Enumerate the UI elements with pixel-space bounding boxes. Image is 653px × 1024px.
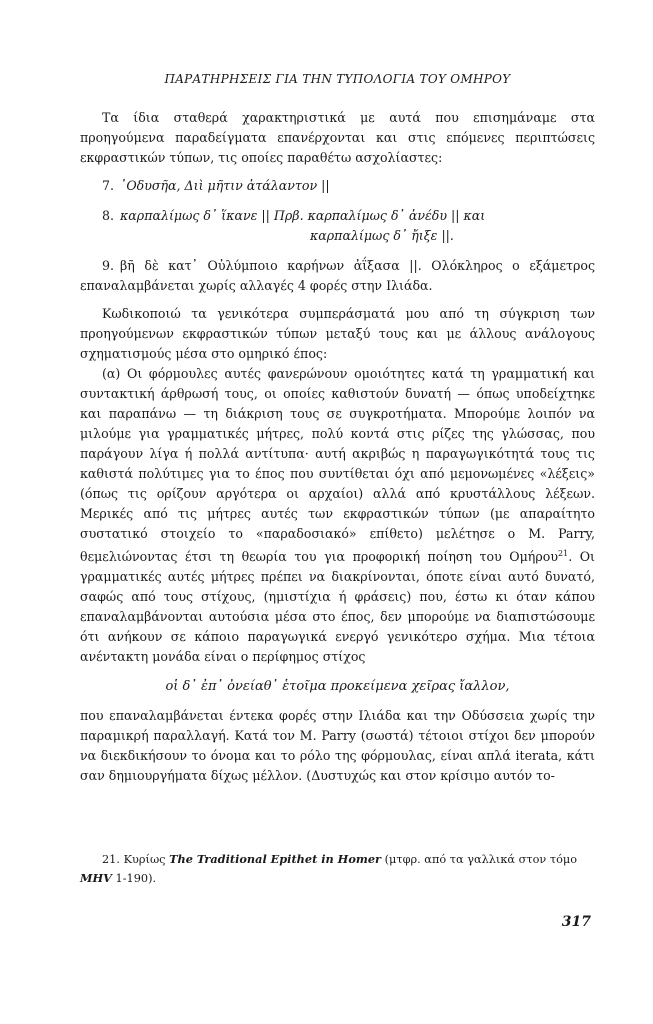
footnote-pre: Κυρίως <box>123 853 166 866</box>
page-number: 317 <box>561 914 591 930</box>
example-8-continuation: καρπαλίμως δ᾽ ἤιξε ||. <box>310 228 454 243</box>
quoted-verse: οἱ δ᾽ ἐπ᾽ ὀνείαθ᾽ ἑτοῖμα προκείμενα χεῖρας ἴαλλον, <box>165 679 510 695</box>
intro-paragraph: Τα ίδια σταθερά χαρακτηριστικά με αυτά που επισημάναμε στα προηγούμενα παραδείγματα επανέρχονται και στις επόμενες περιπτώσεις εκφραστικών τύπων, τις οποίες παραθέτω ασχολίαστες: <box>80 110 595 165</box>
footnote-volume: MHV <box>80 871 112 885</box>
paragraph-3b: . Οι γραμματικές αυτές μήτρες πρέπει να διακρίνονται, όποτε είναι αυτό δυνατό, σαφώς από τους στίχους, (ημιστίχια ή φράσεις) που, έστω κι όταν κάπου επαναλαμβάνονται αυτούσια μέσα στο έπος, δεν μπορούμε να διαπιστώσουμε ότι ανήκουν σε κάποιο παραγωγικά ενεργό γενικότερο σχήμα. Μια τέτοια ανέντακτη μονάδα είναι ο περίφημος στίχος <box>80 549 595 665</box>
paragraph-3a: (α) Οι φόρμουλες αυτές φανερώνουν ομοιότητες κατά τη γραμματική και συντακτική άρθρωσή τους, οι οποίες καθιστούν δυνατή — όπως υποδείχτηκε και παραπάνω — τη διάκριση τους σε συγκροτήματα. Μπορούμε λοιπόν να μιλούμε για γραμματικές μήτρες, πολύ κοντά στις ρίζες της γλώσσας, που παράγουν λίγα ή πολλά αντίτυπα· αυτή ακριβώς η παραγωγικότητά τους τις καθιστά πολύτιμες για το έπος που συντίθεται όχι από μεμονωμένες «λέξεις» (όπως τις ορίζουν αργότερα οι αρχαίοι) αλλά από κρυστάλλους λέξεων. Μερικές από τις μήτρες αυτές των εκφραστικών τύπων (με απαραίτητο συστατικό στοιχείο το «παραδοσιακό» επίθετο) μελέτησε ο Μ. Parry, θεμελιώνοντας έτσι τη θεωρία του για προφορική ποίηση του Ομήρου <box>80 366 595 565</box>
footnote-number: 21. <box>102 853 120 866</box>
page <box>80 62 595 1002</box>
example-8 <box>80 206 595 226</box>
running-head: ΠΑΡΑΤΗΡΗΣΕΙΣ ΓΙΑ ΤΗΝ ΤΥΠΟΛΟΓΙΑ ΤΟΥ ΟΜΗΡΟΥ <box>164 72 511 86</box>
paragraph-3 <box>80 364 595 667</box>
footnotes <box>80 850 595 888</box>
footnote-pages: 1-190). <box>115 872 157 885</box>
example-text: ᾿Οδυσῆα, Διὶ μῆτιν ἀτάλαντον || <box>120 178 330 193</box>
example-text: καρπαλίμως δ᾽ ἵκανε || Πρβ. καρπαλίμως δ᾽ ἀνέδυ || και <box>120 208 486 223</box>
examples-list <box>80 176 595 296</box>
example-number: 8. <box>102 208 115 223</box>
footnote-post: (μτφρ. από τα γαλλικά στον τόμο <box>384 853 578 866</box>
footnote-21 <box>80 850 595 888</box>
example-number: 7. <box>102 178 115 193</box>
example-9 <box>80 256 595 296</box>
paragraph-4: που επαναλαμβάνεται έντεκα φορές στην Ιλιάδα και την Οδύσσεια χωρίς την παραμικρή παραλλαγή. Κατά τον Μ. Parry (σωστά) τέτοιοι στίχοι δεν μπορούν να διεκδικήσουν το όνομα και το ρόλο της φόρμουλας, είναι απλά iterata, κάτι σαν δημιουργήματα δίχως μέλλον. (Δυστυχώς και στον κρίσιμο αυτόν το- <box>80 708 595 784</box>
example-number: 9. <box>102 258 115 273</box>
footnote-reference: 21 <box>558 549 569 558</box>
example-7 <box>80 176 595 196</box>
paragraph-2: Κωδικοποιώ τα γενικότερα συμπεράσματά μου από τη σύγκριση των προηγούμενων εκφραστικών τύπων μεταξύ τους και με άλλους ανάλογους σχηματισμούς μέσα στο ομηρικό έπος: <box>80 306 595 361</box>
footnote-title: The Traditional Epithet in Homer <box>169 852 381 866</box>
example-text: βῆ δὲ κατ᾽ Οὐλύμποιο καρήνων ἀΐξασα ||. Ολόκληρος ο εξάμετρος επαναλαμβάνεται χωρίς αλλαγές 4 φορές στην Ιλιάδα. <box>80 258 595 293</box>
